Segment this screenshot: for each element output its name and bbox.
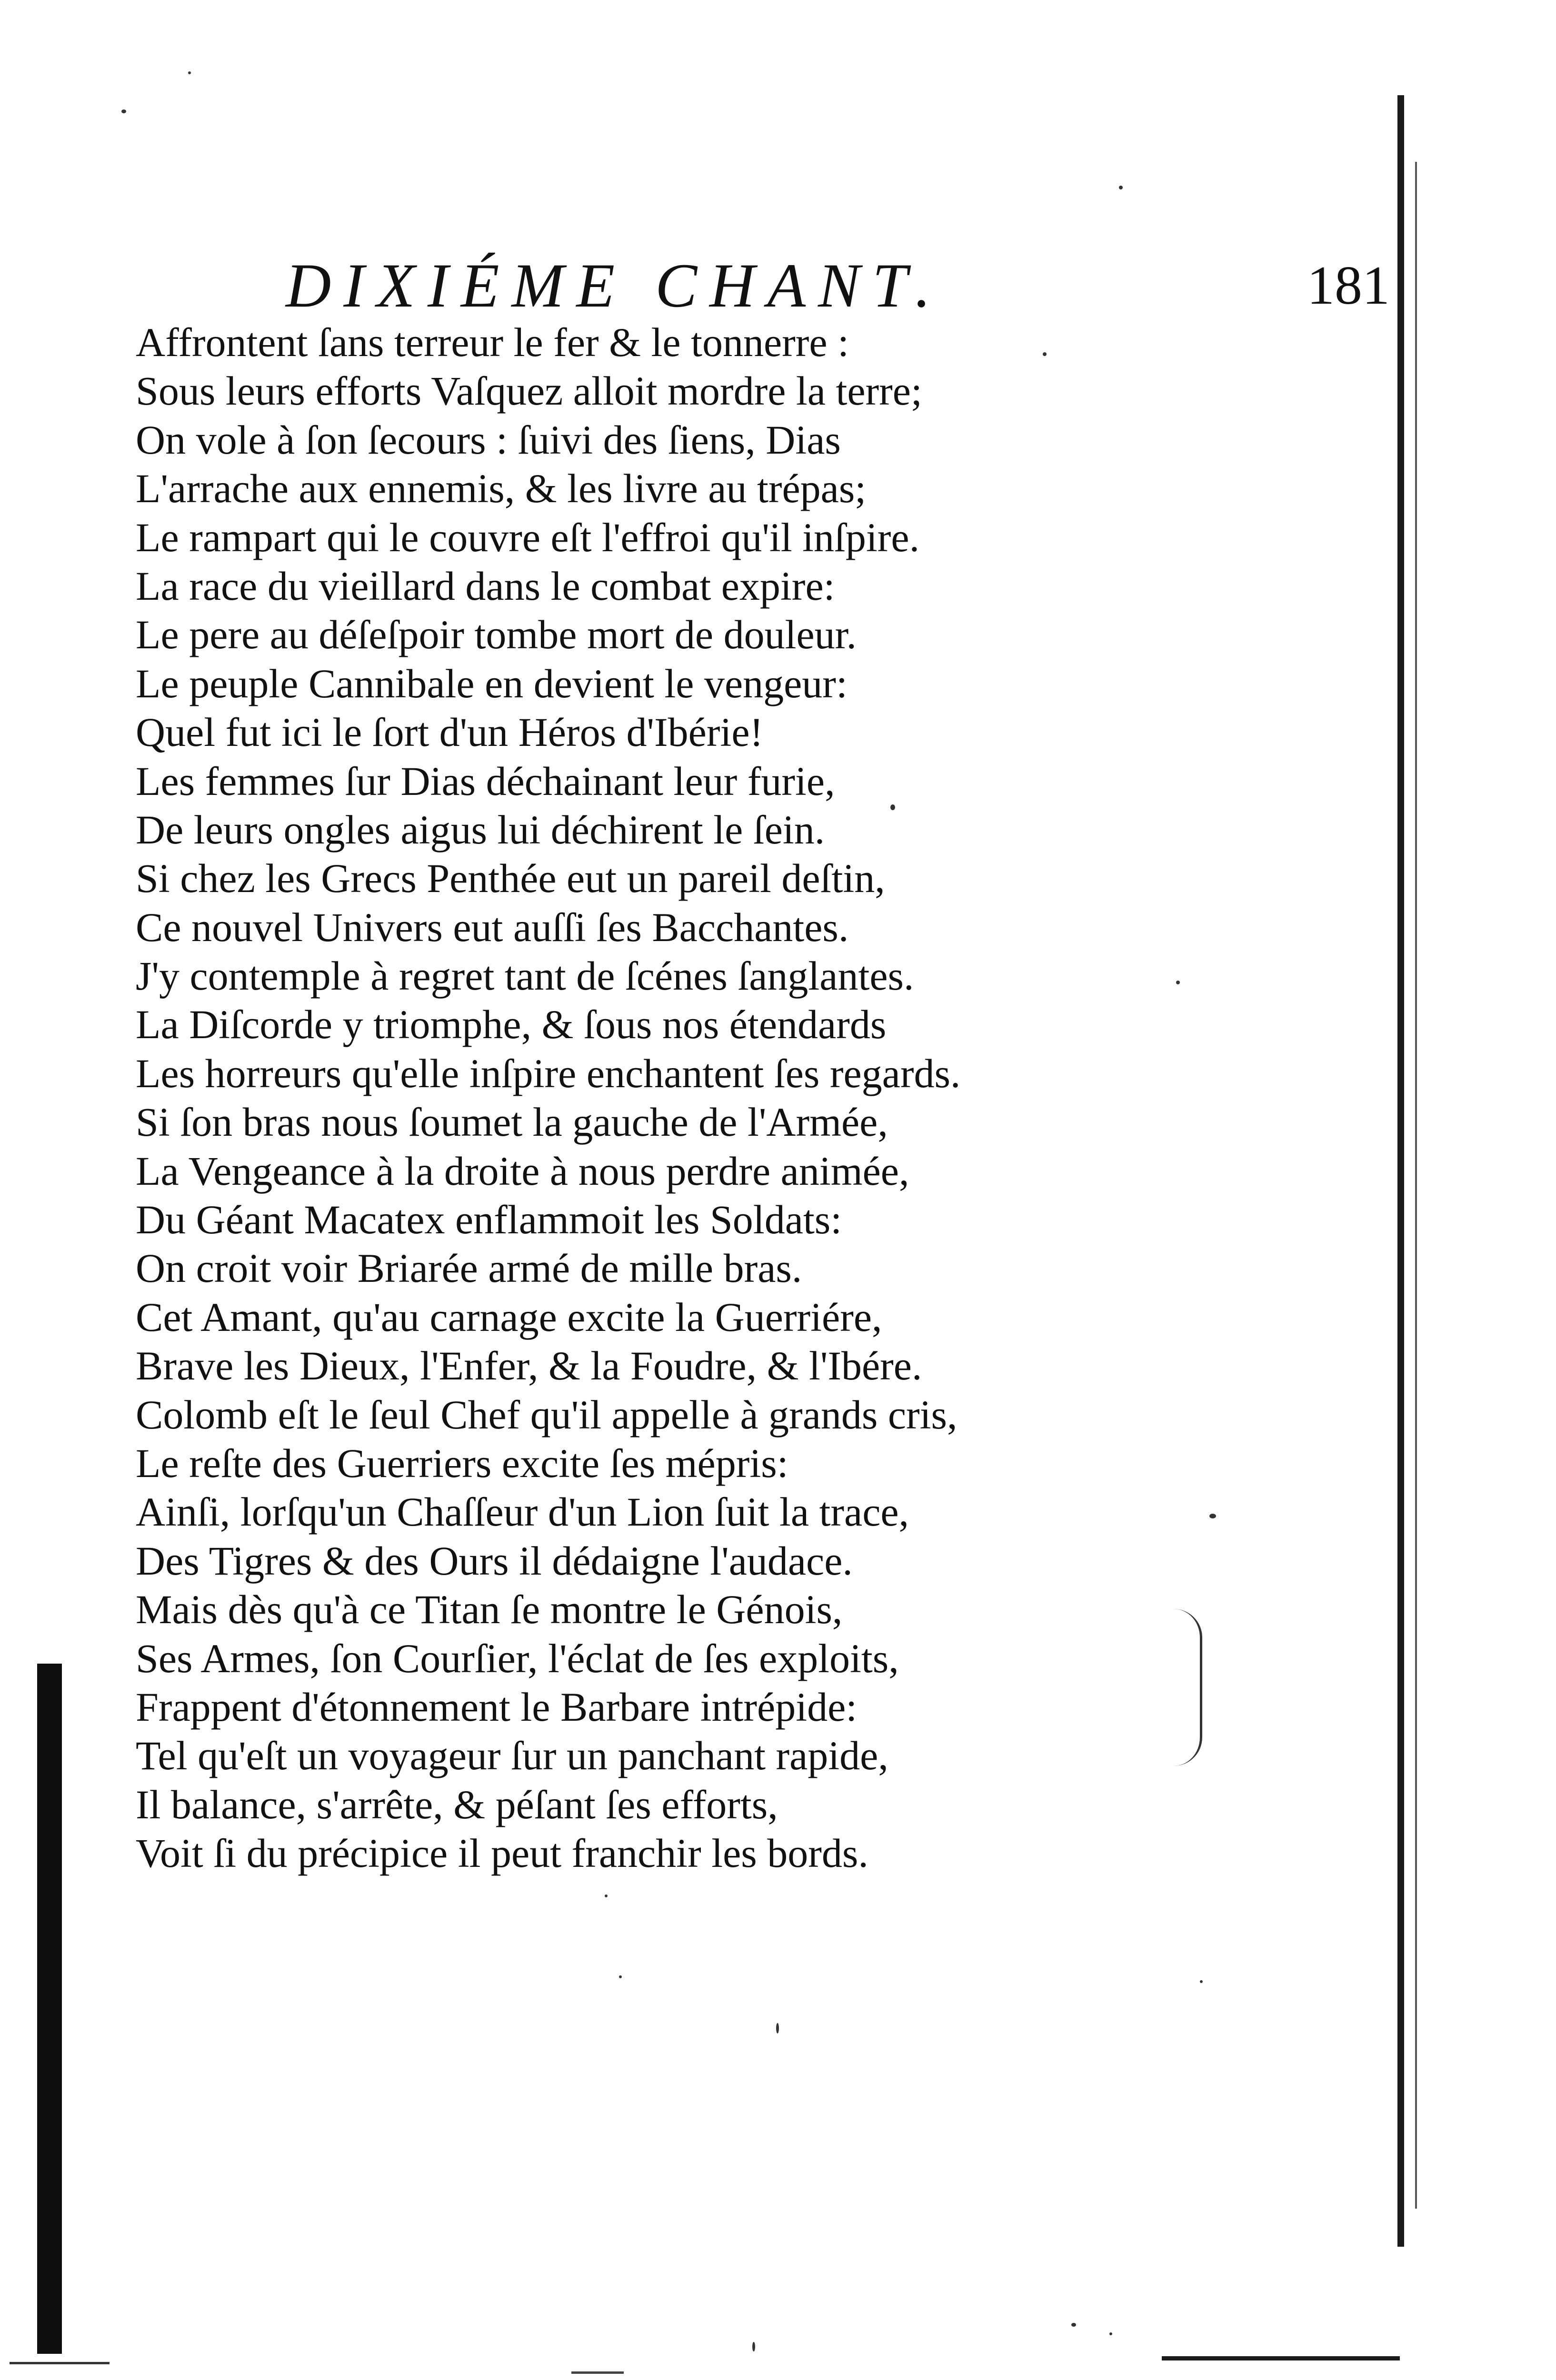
page-edge-line-right: [1415, 162, 1417, 2209]
verse-line: Le reſte des Guerriers excite ſes mépris:: [136, 1440, 788, 1486]
running-title: DIXIÉME CHANT.: [286, 250, 943, 320]
bottom-edge-mark-left: [10, 2362, 110, 2364]
verse-line: L'arrache aux ennemis, & les livre au trépas;: [136, 466, 867, 512]
verse-line: Quel fut ici le ſort d'un Héros d'Ibérie!: [136, 709, 764, 755]
verse-line: Le pere au déſeſpoir tombe mort de douleur.: [136, 612, 857, 658]
ink-speck: [1109, 2332, 1112, 2335]
verse-line: Les femmes ſur Dias déchainant leur furie,: [136, 758, 835, 804]
verse-line: Affrontent ſans terreur le fer & le tonnerre :: [136, 319, 849, 365]
verse-line: La Vengeance à la droite à nous perdre animée,: [136, 1148, 909, 1194]
ink-speck: [1071, 2323, 1076, 2327]
verse-line: Frappent d'étonnement le Barbare intrépide:: [136, 1684, 858, 1730]
ink-speck: [776, 2023, 779, 2033]
verse-line: Ses Armes, ſon Courſier, l'éclat de ſes exploits,: [136, 1635, 899, 1681]
page-number: 181: [1307, 255, 1390, 316]
page-header: [0, 248, 1556, 324]
verse-line: La race du vieillard dans le combat expire:: [136, 563, 835, 609]
verse-line: On vole à ſon ſecours : ſuivi des ſiens, Dias: [136, 416, 841, 463]
verse-line: Ainſi, lorſqu'un Chaſſeur d'un Lion ſuit la trace,: [136, 1489, 909, 1535]
verse-line: On croit voir Briarée armé de mille bras.: [136, 1245, 802, 1291]
verse-line: Si ſon bras nous ſoumet la gauche de l'Armée,: [136, 1099, 888, 1145]
verse-line: J'y contemple à regret tant de ſcénes ſanglantes.: [136, 953, 914, 999]
ink-speck: [188, 71, 191, 74]
verse-line: De leurs ongles aigus lui déchirent le ſein.: [136, 806, 825, 853]
verse-line: Voit ſi du précipice il peut franchir les bords.: [136, 1830, 868, 1876]
ink-speck: [1200, 1980, 1203, 1983]
verse-line: Le peuple Cannibale en devient le vengeur:: [136, 660, 848, 706]
verse-line: Des Tigres & des Ours il dédaigne l'audace.: [136, 1537, 853, 1584]
verse-line: Ce nouvel Univers eut auſſi ſes Bacchantes.: [136, 904, 849, 950]
verse-line: Les horreurs qu'elle inſpire enchantent ſes regards.: [136, 1050, 961, 1096]
ink-speck: [121, 109, 126, 113]
verse-block: [136, 318, 1397, 1878]
verse-line: Il balance, s'arrête, & péſant ſes efforts,: [136, 1781, 778, 1827]
ink-speck: [1119, 186, 1123, 189]
verse-line: Mais dès qu'à ce Titan ſe montre le Génois,: [136, 1587, 843, 1633]
ink-speck: [752, 2342, 755, 2351]
verse-line: Si chez les Grecs Penthée eut un pareil deſtin,: [136, 855, 885, 902]
verse-line: Sous leurs efforts Vaſquez alloit mordre la terre;: [136, 368, 922, 414]
verse-line: Du Géant Macatex enflammoit les Soldats:: [136, 1197, 842, 1243]
bottom-edge-rule: [1162, 2356, 1400, 2360]
verse-line: Brave les Dieux, l'Enfer, & la Foudre, & l'Ibére.: [136, 1343, 922, 1389]
verse-line: Tel qu'eſt un voyageur ſur un panchant rapide,: [136, 1733, 888, 1779]
verse-line: Le rampart qui le couvre eſt l'effroi qu'il inſpire.: [136, 514, 920, 560]
verse-line: Colomb eſt le ſeul Chef qu'il appelle à grands cris,: [136, 1391, 958, 1438]
ink-speck: [619, 1975, 622, 1978]
page-edge-shadow-left: [37, 1664, 62, 2354]
verse-line: Cet Amant, qu'au carnage excite la Guerriére,: [136, 1294, 882, 1340]
ink-speck: [605, 1894, 608, 1897]
bottom-edge-mark: [571, 2371, 624, 2374]
page-edge-shadow-right: [1397, 95, 1404, 2247]
verse-line: La Diſcorde y triomphe, & ſous nos étendards: [136, 1002, 887, 1048]
